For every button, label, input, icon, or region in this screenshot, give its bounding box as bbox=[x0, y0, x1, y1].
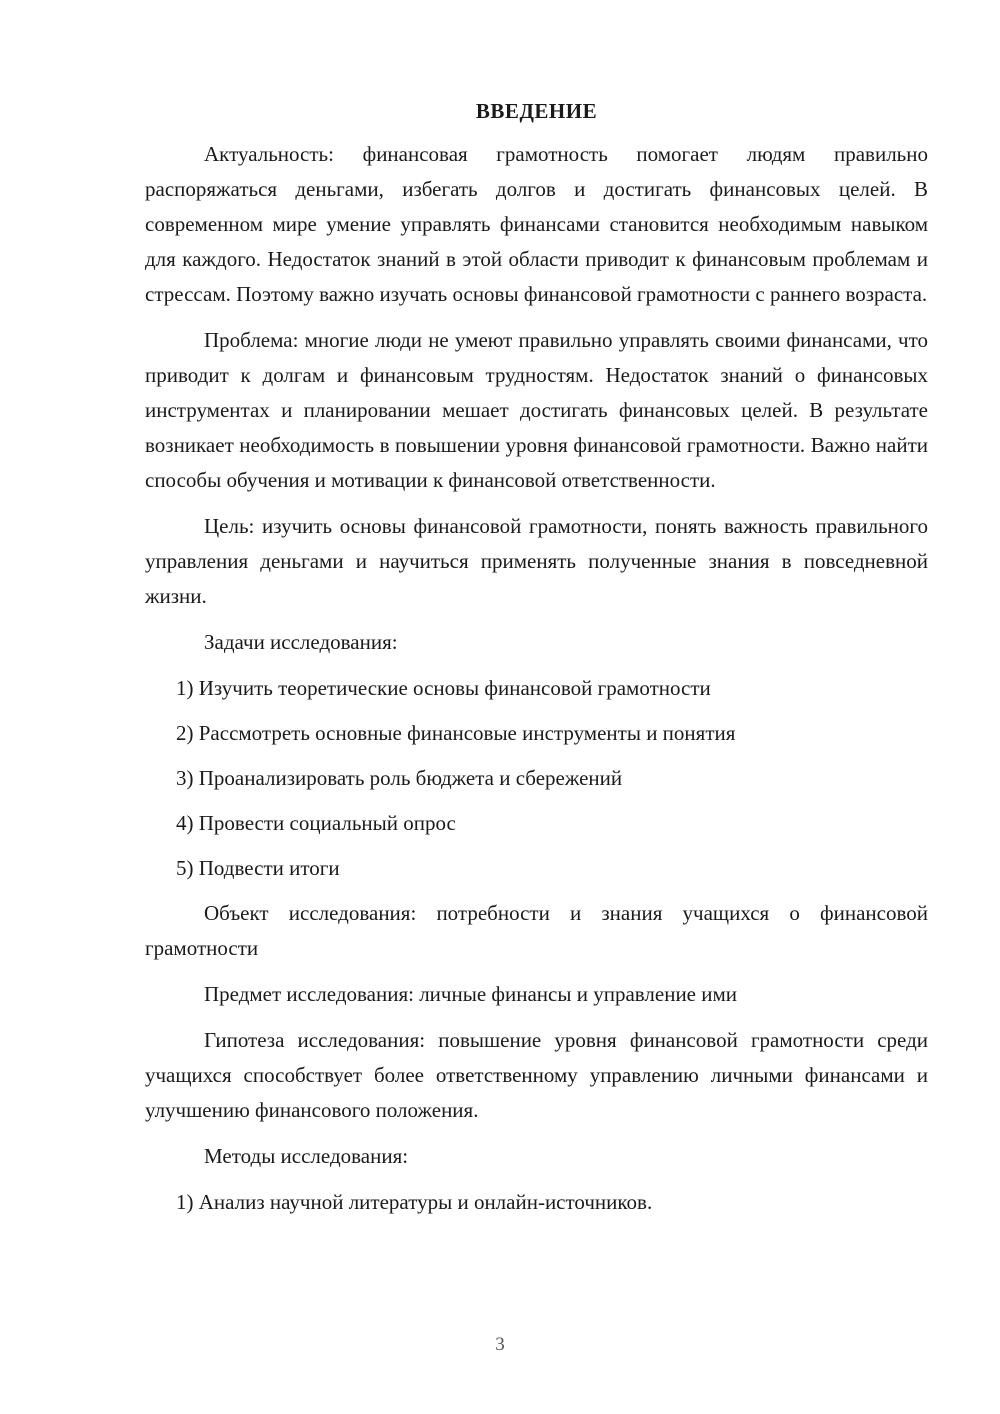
relevance-paragraph: Актуальность: финансовая грамотность помогает людям правильно распоряжаться деньгами, избегать долгов и достигать финансовых целей. В современном мире умение управлять финансами становится необходимым навыком для каждого. Недостаток знаний в этой области приводит к финансовым проблемам и стрессам. Поэтому важно изучать основы финансовой грамотности с раннего возраста. bbox=[145, 142, 928, 306]
list-item: 3) Проанализировать роль бюджета и сбережений bbox=[176, 766, 623, 790]
list-item: 4) Провести социальный опрос bbox=[176, 811, 456, 835]
subject-paragraph: Предмет исследования: личные финансы и управление ими bbox=[204, 982, 738, 1006]
page-content bbox=[145, 96, 928, 1230]
problem-paragraph: Проблема: многие люди не умеют правильно управлять своими финансами, что приводит к долгам и финансовым трудностям. Недостаток знаний о финансовых инструментах и планировании мешает достигать финансовых целей. В результате возникает необходимость в повышении уровня финансовой грамотности. Важно найти способы обучения и мотивации к финансовой ответственности. bbox=[145, 328, 928, 492]
tasks-list bbox=[145, 671, 928, 886]
section-heading: ВВЕДЕНИЕ bbox=[475, 99, 598, 123]
list-item: 1) Изучить теоретические основы финансовой грамотности bbox=[176, 676, 711, 700]
list-item: 2) Рассмотреть основные финансовые инструменты и понятия bbox=[176, 721, 736, 745]
methods-heading: Методы исследования: bbox=[204, 1144, 409, 1168]
object-paragraph: Объект исследования: потребности и знания учащихся о финансовой грамотности bbox=[145, 901, 928, 960]
tasks-heading: Задачи исследования: bbox=[204, 630, 398, 654]
goal-paragraph: Цель: изучить основы финансовой грамотности, понять важность правильного управления деньгами и научиться применять полученные знания в повседневной жизни. bbox=[145, 514, 928, 608]
page-number: 3 bbox=[495, 1334, 505, 1355]
list-item: 1) Анализ научной литературы и онлайн-источников. bbox=[176, 1190, 653, 1214]
hypothesis-paragraph: Гипотеза исследования: повышение уровня финансовой грамотности среди учащихся способствует более ответственному управлению личными финансами и улучшению финансового положения. bbox=[145, 1028, 928, 1122]
list-item: 5) Подвести итоги bbox=[176, 856, 340, 880]
methods-list bbox=[145, 1185, 928, 1220]
